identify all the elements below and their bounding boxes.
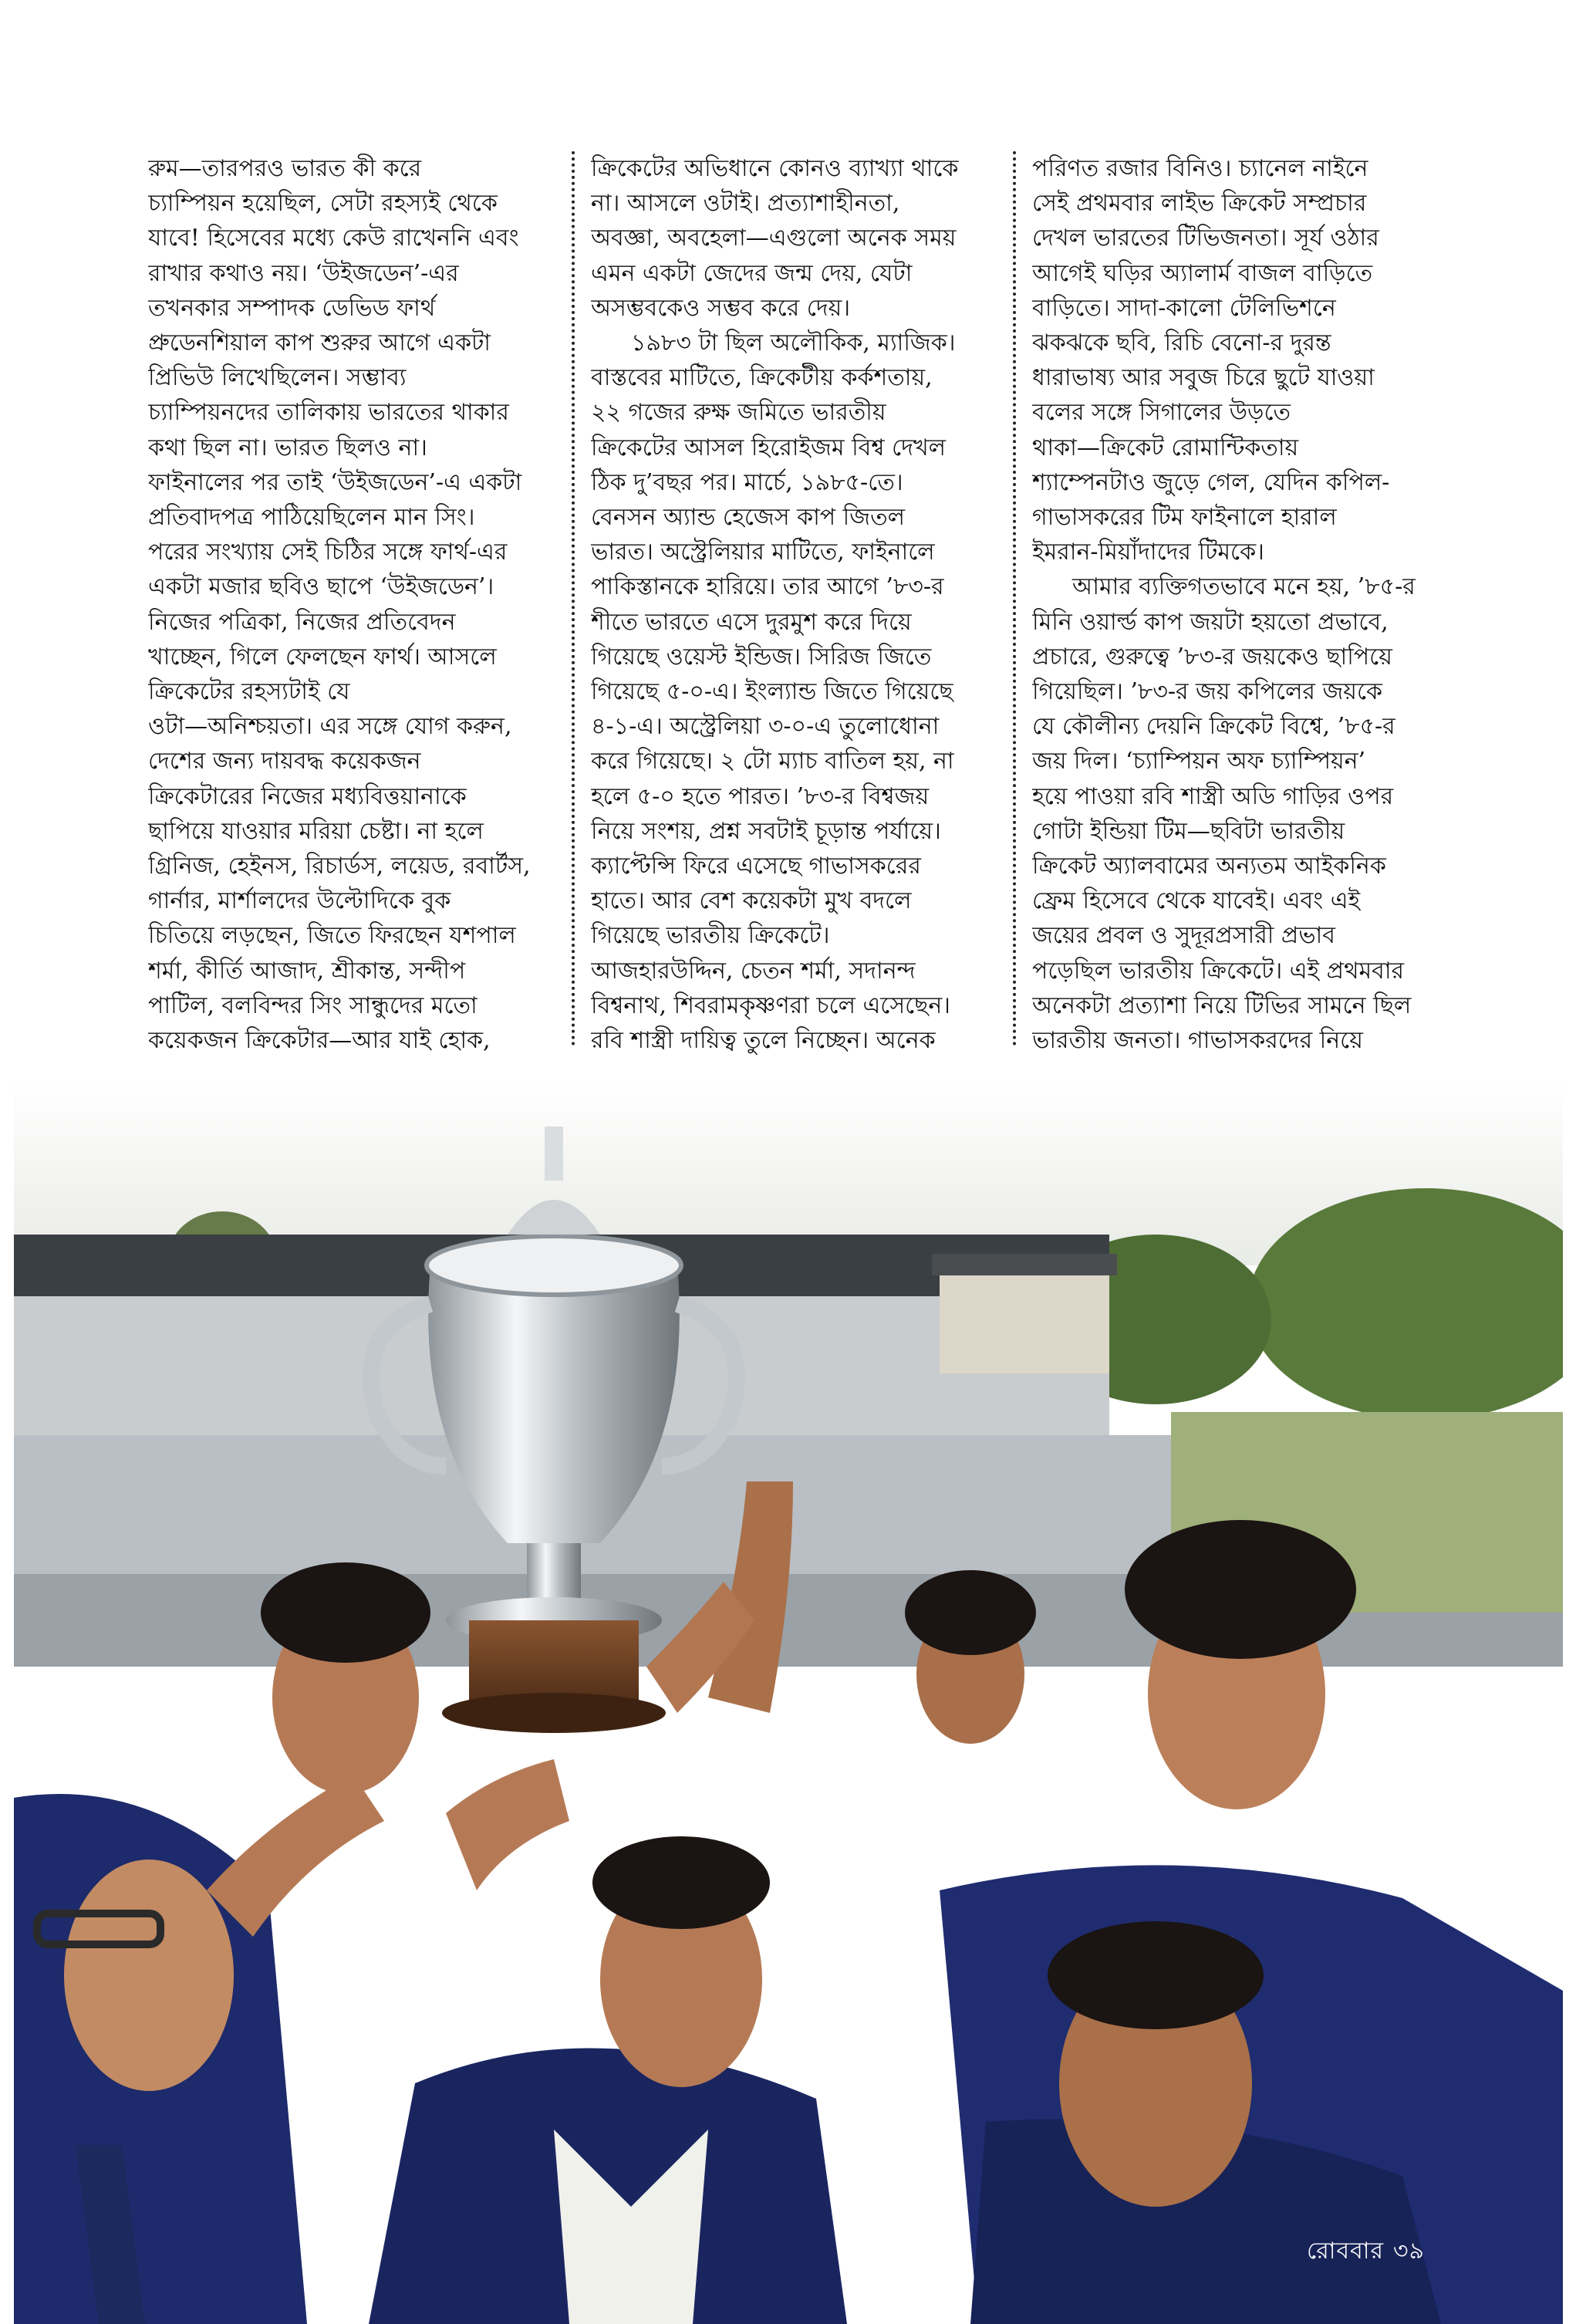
text-line: পড়েছিল ভারতীয় ক্রিকেটে। এই প্রথমবার: [1032, 957, 1405, 985]
text-line: কয়েকজন ক্রিকেটার—আর যাই হোক,: [148, 1027, 491, 1055]
text-line: কথা ছিল না। ভারত ছিলও না।: [148, 434, 427, 461]
text-line: ২২ গজের রুক্ষ জমিতে ভারতীয়: [591, 399, 886, 427]
text-line: ভারত। অস্ট্রেলিয়ার মাটিতে, ফাইনালে: [591, 539, 935, 566]
paragraph-start-line: আমার ব্যক্তিগতভাবে মনে হয়, ’৮৫-র: [1072, 573, 1416, 601]
text-line: করে গিয়েছে। ২ টো ম্যাচ বাতিল হয়, না: [591, 748, 954, 775]
text-line: ক্রিকেট অ্যালবামের অন্যতম আইকনিক: [1032, 853, 1386, 880]
text-line: বেনসন অ্যান্ড হেজেস কাপ জিতল: [591, 504, 905, 532]
text-line: একটা মজার ছবিও ছাপে ‘উইজডেন’।: [148, 573, 494, 601]
trophy-plinth-base: [442, 1693, 666, 1733]
text-line: প্রিভিউ লিখেছিলেন। সম্ভাব্য: [148, 364, 407, 392]
text-line: অসম্ভবকেও সম্ভব করে দেয়।: [591, 294, 851, 322]
text-line: থাকা—ক্রিকেট রোমান্টিকতায়: [1032, 434, 1299, 461]
text-line: আজহারউদ্দিন, চেতন শর্মা, সদানন্দ: [591, 957, 916, 985]
player-hair: [261, 1562, 430, 1663]
text-line: মিনি ওয়ার্ল্ড কাপ জয়টা হয়তো প্রভাবে,: [1032, 608, 1389, 636]
player-face: [64, 1860, 234, 2091]
player-hair: [592, 1836, 770, 1929]
text-line: নিয়ে সংশয়, প্রশ্ন সবটাই চূড়ান্ত পর্যায়ে।: [591, 817, 941, 845]
text-line: ক্রিকেটের রহস্যটাই যে: [148, 678, 350, 706]
text-line: পাকিস্তানকে হারিয়ে। তার আগে ’৮৩-র: [591, 573, 944, 601]
text-line: শ্যাম্পেনটাও জুড়ে গেল, যেদিন কপিল-: [1032, 468, 1390, 496]
text-line: চিতিয়ে লড়ছেন, জিতে ফিরছেন যশপাল: [148, 922, 516, 950]
text-line: আগেই ঘড়ির অ্যালার্ম বাজল বাড়িতে: [1032, 259, 1373, 287]
text-line: অবজ্ঞা, অবহেলা—এগুলো অনেক সময়: [591, 225, 957, 252]
text-line: ইমরান-মিয়াঁদাদের টিমকে।: [1032, 539, 1264, 566]
text-line: গিয়েছিল। ’৮৩-র জয় কপিলের জয়কে: [1032, 678, 1383, 706]
page-number: ৩৯: [1393, 2238, 1425, 2265]
player-hair: [1125, 1520, 1356, 1659]
text-line: চ্যাম্পিয়ন হয়েছিল, সেটা রহস্যই থেকে: [148, 190, 498, 218]
text-line: শর্মা, কীর্তি আজাদ, শ্রীকান্ত, সন্দীপ: [148, 957, 466, 985]
text-line: যাবে! হিসেবের মধ্যে কেউ রাখেননি এবং: [148, 225, 519, 252]
text-line: বাড়িতে। সাদা-কালো টেলিভিশনে: [1032, 294, 1336, 322]
text-line: খাচ্ছেন, গিলে ফেলছেন ফার্থ। আসলে: [148, 643, 497, 671]
text-line: পরের সংখ্যায় সেই চিঠির সঙ্গে ফার্থ-এর: [148, 539, 508, 566]
column-divider: [1013, 151, 1016, 1046]
text-line: প্রতিবাদপত্র পাঠিয়েছিলেন মান সিং।: [148, 504, 475, 532]
trophy-finial: [545, 1127, 563, 1181]
text-line: দেখল ভারতের টিভিজনতা। সূর্য ওঠার: [1032, 225, 1379, 252]
text-line: তখনকার সম্পাদক ডেভিড ফার্থ: [148, 294, 436, 322]
text-line: অনেকটা প্রত্যাশা নিয়ে টিভির সামনে ছিল: [1032, 991, 1412, 1019]
text-line: ফাইনালের পর তাই ‘উইজডেন’-এ একটা: [148, 468, 522, 496]
text-line: ক্রিকেটের অভিধানে কোনও ব্যাখ্যা থাকে: [591, 155, 959, 182]
text-line: দেশের জন্য দায়বদ্ধ কয়েকজন: [148, 748, 421, 775]
text-line: হাতে। আর বেশ কয়েকটা মুখ বদলে: [591, 887, 912, 915]
article-column-2: [591, 151, 992, 1058]
trophy-celebration-photo: [14, 1080, 1563, 2324]
text-line: জয়ের প্রবল ও সুদূরপ্রসারী প্রভাব: [1032, 922, 1335, 950]
text-line: ওটা—অনিশ্চয়তা। এর সঙ্গে যোগ করুন,: [148, 713, 512, 741]
trophy-rim: [427, 1236, 681, 1295]
raised-arm: [207, 1775, 384, 1937]
text-line: ক্রিকেটের আসল হিরোইজম বিশ্ব দেখল: [591, 434, 947, 461]
text-line: নিজের পত্রিকা, নিজের প্রতিবেদন: [148, 608, 456, 636]
text-line: সেই প্রথমবার লাইভ ক্রিকেট সম্প্রচার: [1032, 190, 1367, 218]
player-hair: [1048, 1921, 1264, 2029]
text-line: রবি শাস্ত্রী দায়িত্ব তুলে নিচ্ছেন। অনেক: [591, 1027, 936, 1055]
text-line: ফ্রেম হিসেবে থেকে যাবেই। এবং এই: [1032, 887, 1361, 915]
text-line: হয়ে পাওয়া রবি শাস্ত্রী অডি গাড়ির ওপর: [1032, 782, 1394, 810]
text-line: গাভাসকরের টিম ফাইনালে হারাল: [1032, 504, 1337, 532]
text-line: গিয়েছে ভারতীয় ক্রিকেটে।: [591, 922, 830, 950]
paragraph-start-line: ১৯৮৩ টা ছিল অলৌকিক, ম্যাজিক।: [631, 329, 956, 357]
article-column-1: [148, 151, 549, 1058]
text-line: ধারাভাষ্য আর সবুজ চিরে ছুটে যাওয়া: [1032, 364, 1375, 392]
text-line: ছাপিয়ে যাওয়ার মরিয়া চেষ্টা। না হলে: [148, 817, 484, 845]
publication-name: রোববার: [1307, 2238, 1385, 2265]
text-line: প্রুডেনশিয়াল কাপ শুরুর আগে একটা: [148, 329, 491, 357]
text-line: রাখার কথাও নয়। ‘উইজডেন’-এর: [148, 259, 459, 287]
text-line: বিশ্বনাথ, শিবরামকৃষ্ণণরা চলে এসেছেন।: [591, 991, 951, 1019]
text-line: গোটা ইন্ডিয়া টিম—ছবিটা ভারতীয়: [1032, 817, 1345, 845]
text-line: গিয়েছে ওয়েস্ট ইন্ডিজ। সিরিজ জিতে: [591, 643, 932, 671]
article-column-3: [1032, 151, 1433, 1058]
text-line: জয় দিল। ‘চ্যাম্পিয়ন অফ চ্যাম্পিয়ন’: [1032, 748, 1366, 775]
text-line: গিয়েছে ৫-০-এ। ইংল্যান্ড জিতে গিয়েছে: [591, 678, 953, 706]
text-line: বাস্তবের মাটিতে, ক্রিকেটীয় কর্কশতায়,: [591, 364, 933, 392]
text-line: শীতে ভারতে এসে দুরমুশ করে দিয়ে: [591, 608, 912, 636]
text-line: না। আসলে ওটাই। প্রত্যাশাহীনতা,: [591, 190, 900, 218]
text-line: ভারতীয় জনতা। গাভাসকরদের নিয়ে: [1032, 1027, 1363, 1055]
text-line: ঠিক দু’বছর পর। মার্চে, ১৯৮৫-তে।: [591, 468, 903, 496]
pavilion-roof: [932, 1254, 1117, 1275]
text-line: চ্যাম্পিয়নদের তালিকায় ভারতের থাকার: [148, 399, 509, 427]
page-footer: [1298, 2232, 1425, 2272]
text-line: ক্রিকেটারের নিজের মধ্যবিত্তয়ানাকে: [148, 782, 467, 810]
pavilion: [940, 1265, 1109, 1373]
text-line: পাটিল, বলবিন্দর সিং সান্ধুদের মতো: [148, 991, 478, 1019]
text-line: ঝকঝকে ছবি, রিচি বেনো-র দুরন্ত: [1032, 329, 1331, 357]
text-line: পরিণত রজার বিনিও। চ্যানেল নাইনে: [1032, 155, 1368, 182]
text-line: ক্যাপ্টেন্সি ফিরে এসেছে গাভাসকরের: [591, 853, 921, 880]
text-line: প্রচারে, গুরুত্বে ’৮৩-র জয়কেও ছাপিয়ে: [1032, 643, 1392, 671]
text-line: বলের সঙ্গে সিগালের উড়তে: [1032, 399, 1291, 427]
text-line: এমন একটা জেদের জন্ম দেয়, যেটা: [591, 259, 913, 287]
text-line: যে কৌলীন্য দেয়নি ক্রিকেট বিশ্বে, ’৮৫-র: [1032, 713, 1395, 741]
text-line: গার্নার, মার্শালদের উল্টোদিকে বুক: [148, 887, 451, 915]
text-line: ৪-১-এ। অস্ট্রেলিয়া ৩-০-এ তুলোধোনা: [591, 713, 940, 741]
text-line: রুম—তারপরও ভারত কী করে: [148, 155, 422, 182]
column-divider: [572, 151, 575, 1046]
text-line: হলে ৫-০ হতে পারত। ’৮৩-র বিশ্বজয়: [591, 782, 930, 810]
player-hair: [905, 1570, 1036, 1655]
text-line: গ্রিনিজ, হেইনস, রিচার্ডস, লয়েড, রবার্টস,: [148, 853, 531, 880]
raised-arm: [446, 1759, 569, 1890]
